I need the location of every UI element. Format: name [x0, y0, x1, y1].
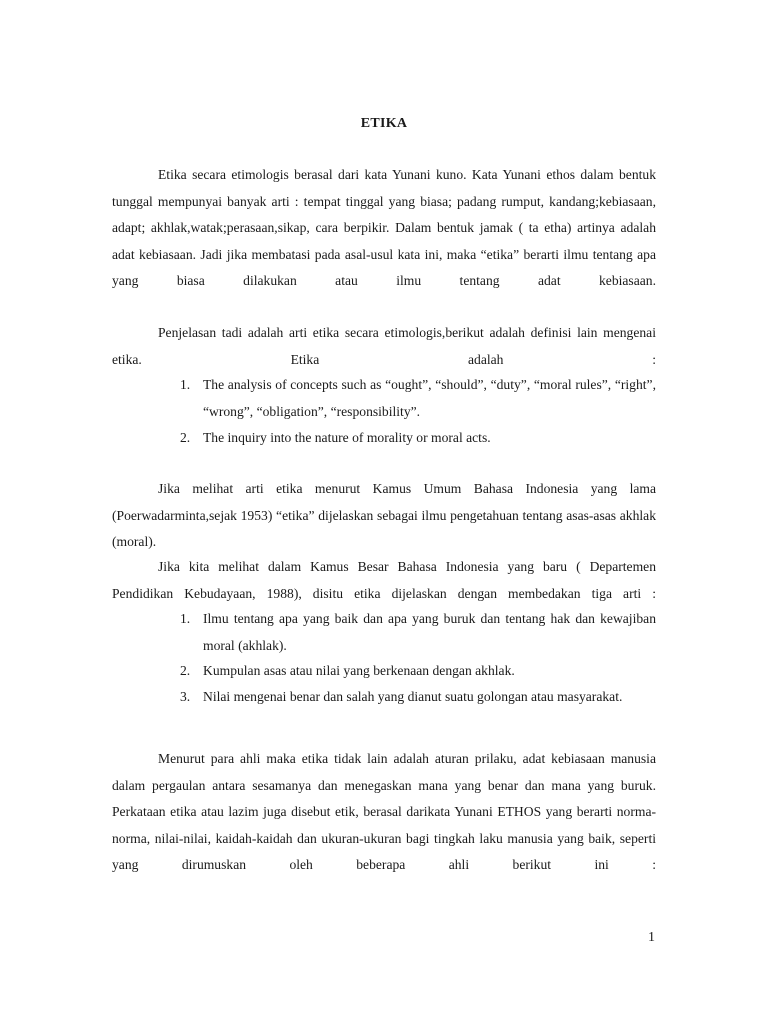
list-number: 1.: [180, 611, 191, 626]
list-number: 2.: [180, 663, 191, 678]
list-number: 2.: [180, 430, 191, 445]
paragraph-etymology: [112, 162, 656, 321]
paragraph-expert-definition-text: Menurut para ahli maka etika tidak lain adalah aturan prilaku, adat kebiasaan manusia dalam pergaulan antara sesamanya dan menegaskan mana yang benar dan mana yang buruk. Perkataan etika atau lazim juga disebut etik, berasal darikata Yunani ETHOS yang berarti norma-norma, nilai-nilai, kaidah-kaidah dan ukuran-ukuran bagi tingkah laku manusia yang baik, seperti yang dirumuskan oleh beberapa ahli berikut ini :: [112, 751, 656, 872]
paragraph-kamus-umum-text: Jika melihat arti etika menurut Kamus Umum Bahasa Indonesia yang lama (Poerwadarminta,sejak 1953) “etika” dijelaskan sebagai ilmu pengetahuan tentang asas-asas akhlak (moral).: [112, 481, 656, 549]
list-item-text: The inquiry into the nature of morality or moral acts.: [203, 430, 491, 445]
list-item-text: Kumpulan asas atau nilai yang berkenaan dengan akhlak.: [203, 663, 515, 678]
paragraph-kamus-besar-text: Jika kita melihat dalam Kamus Besar Bahasa Indonesia yang baru ( Departemen Pendidikan Kebudayaan, 1988), disitu etika dijelaskan dengan membedakan tiga arti :: [112, 559, 656, 601]
document-title: ETIKA: [360, 116, 408, 131]
list-item: [180, 658, 656, 685]
paragraph-etymology-text: Etika secara etimologis berasal dari kata Yunani kuno. Kata Yunani ethos dalam bentuk tunggal mempunyai banyak arti : tempat tinggal yang biasa; padang rumput, kandang;kebiasaan, adapt; akhlak,watak;perasaan,sikap, cara berpikir. Dalam bentuk jamak ( ta etha) artinya adalah adat kebiasaan. Jadi jika membatasi pada asal-usul kata ini, maka “etika” berarti ilmu tentang apa yang biasa dilakukan atau ilmu tentang adat kebiasaan.: [112, 167, 656, 288]
list-number: 3.: [180, 689, 191, 704]
page-number: 1: [648, 930, 655, 945]
paragraph-expert-definition: [112, 746, 656, 905]
list-item: [180, 684, 656, 737]
paragraph-definition-intro-text: Penjelasan tadi adalah arti etika secara etimologis,berikut adalah definisi lain mengenai etika. Etika adalah :: [112, 325, 656, 367]
list-item-text: Ilmu tentang apa yang baik dan apa yang buruk dan tentang hak dan kewajiban moral (akhlak).: [203, 611, 656, 653]
list-item-text: The analysis of concepts such as “ought”, “should”, “duty”, “moral rules”, “right”, “wrong”, “obligation”, “responsibility”.: [203, 377, 656, 419]
list-number: 1.: [180, 377, 191, 392]
list-item-text: Nilai mengenai benar dan salah yang dianut suatu golongan atau masyarakat.: [203, 689, 623, 704]
list-item: [180, 425, 656, 452]
